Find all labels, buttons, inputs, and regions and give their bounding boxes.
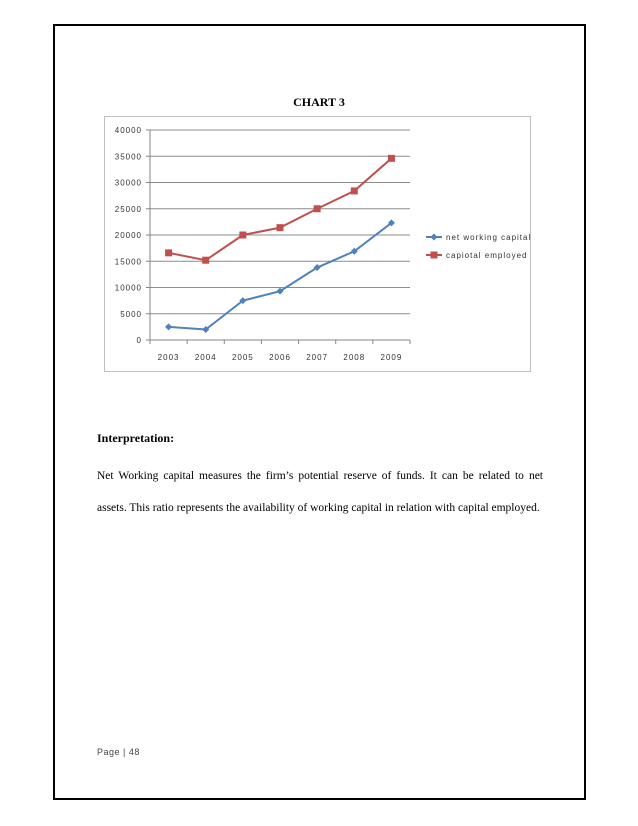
series-line-2 [169,158,392,260]
legend-marker [431,252,438,259]
data-point-square [351,187,358,194]
x-tick-label: 2008 [343,353,366,362]
data-point-square [239,232,246,239]
data-point-square [388,155,395,162]
y-tick-label: 25000 [114,204,142,214]
x-tick-label: 2005 [231,353,254,362]
y-tick-label: 0 [136,336,142,345]
x-tick-label: 2007 [306,353,329,362]
page-footer: Page | 48 [97,747,140,757]
x-tick-label: 2004 [194,353,217,362]
y-tick-label: 40000 [114,126,142,135]
data-point-square [314,205,321,212]
chart-title: CHART 3 [293,95,345,109]
line-chart [104,116,531,372]
data-point-diamond [165,323,172,330]
x-tick-label: 2003 [157,353,180,362]
data-point-square [165,249,172,256]
y-tick-label: 10000 [114,283,142,293]
interpretation-paragraph: Net Working capital measures the firm’s potential reserve of funds. It can be related to net assets. This ratio represents the availability of working capital in relation with capital employed. [97,470,543,514]
y-tick-label: 35000 [114,152,142,162]
data-point-square [277,224,284,231]
legend-label: net working capital [446,233,531,242]
y-tick-label: 30000 [114,178,142,188]
data-point-square [202,257,209,264]
interpretation-heading: Interpretation: [97,431,175,445]
legend-marker [431,234,438,241]
y-tick-label: 15000 [114,257,142,267]
y-tick-label: 5000 [120,309,142,319]
legend-label: capiotal employed [446,251,528,260]
x-tick-label: 2009 [380,353,403,362]
x-tick-label: 2006 [269,353,291,362]
y-tick-label: 20000 [114,231,142,240]
